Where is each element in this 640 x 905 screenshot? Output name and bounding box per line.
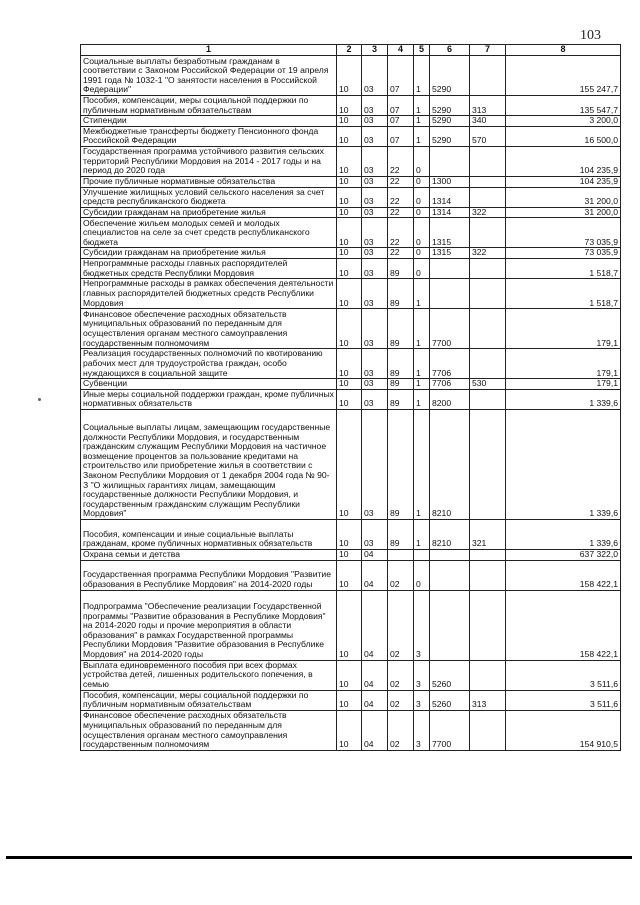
table-row — [81, 309, 621, 349]
direction-code: 5290 — [430, 116, 470, 127]
row-name: Субвенции — [81, 379, 337, 390]
header-col-5: 5 — [414, 45, 430, 56]
expense-type-code — [470, 176, 506, 187]
amount: 16 500,0 — [506, 126, 621, 146]
subsection-code: 03 — [362, 349, 388, 379]
section-code: 10 — [337, 96, 362, 116]
expense-type-code — [470, 389, 506, 409]
expense-type-code: 313 — [470, 690, 506, 710]
row-name: Государственная программа устойчивого развития сельских территорий Республики Мордовия на 2014 - 2017 годы и на период до 2020 года — [81, 146, 337, 176]
subprogram-code: 3 — [414, 710, 430, 750]
expense-type-code — [470, 349, 506, 379]
amount: 637 322,0 — [506, 549, 621, 560]
subprogram-code: 1 — [414, 56, 430, 96]
subsection-code: 03 — [362, 56, 388, 96]
program-code: 07 — [388, 116, 414, 127]
subprogram-code: 1 — [414, 389, 430, 409]
direction-code: 5260 — [430, 660, 470, 690]
expense-type-code — [470, 660, 506, 690]
subsection-code: 04 — [362, 710, 388, 750]
amount: 3 511,6 — [506, 690, 621, 710]
row-name: Реализация государственных полномочий по квотированию рабочих мест для трудоустройства граждан, особо нуждающихся в социальной защите — [81, 349, 337, 379]
row-name: Межбюджетные трансферты бюджету Пенсионного фонда Российской Федерации — [81, 126, 337, 146]
expense-type-code — [470, 279, 506, 309]
subprogram-code — [414, 549, 430, 560]
table-row — [81, 176, 621, 187]
row-name: Пособия, компенсации, меры социальной поддержки по публичным нормативным обязательствам — [81, 96, 337, 116]
program-code: 22 — [388, 176, 414, 187]
table-row — [81, 96, 621, 116]
subsection-code: 03 — [362, 389, 388, 409]
footer-rule — [6, 856, 632, 859]
subsection-code: 04 — [362, 660, 388, 690]
amount: 1 339,6 — [506, 409, 621, 519]
direction-code: 8210 — [430, 409, 470, 519]
row-name: Непрограммные расходы в рамках обеспечения деятельности главных распорядителей бюджетных средств Республики Мордовия — [81, 279, 337, 309]
program-code: 02 — [388, 710, 414, 750]
section-code: 10 — [337, 710, 362, 750]
section-code: 10 — [337, 258, 362, 278]
amount: 1 518,7 — [506, 279, 621, 309]
section-code: 10 — [337, 187, 362, 207]
amount: 154 910,5 — [506, 710, 621, 750]
expense-type-code: 322 — [470, 207, 506, 218]
row-name: Стипендии — [81, 116, 337, 127]
amount: 1 518,7 — [506, 258, 621, 278]
amount: 3 511,6 — [506, 660, 621, 690]
expense-type-code — [470, 560, 506, 590]
expense-type-code — [470, 187, 506, 207]
amount: 158 422,1 — [506, 590, 621, 660]
program-code: 89 — [388, 379, 414, 390]
row-name: Непрограммные расходы главных распорядителей бюджетных средств Республики Мордовия — [81, 258, 337, 278]
subsection-code: 03 — [362, 116, 388, 127]
direction-code: 1315 — [430, 218, 470, 248]
table-row — [81, 207, 621, 218]
scan-speck — [38, 398, 41, 401]
expense-type-code — [470, 146, 506, 176]
expense-type-code — [470, 409, 506, 519]
program-code: 89 — [388, 409, 414, 519]
table-row — [81, 549, 621, 560]
row-name: Финансовое обеспечение расходных обязательств муниципальных образований по переданным для осуществления органам местного самоуправления государственным полномочиям — [81, 710, 337, 750]
subsection-code: 03 — [362, 146, 388, 176]
section-code: 10 — [337, 176, 362, 187]
amount: 158 422,1 — [506, 560, 621, 590]
row-name: Подпрограмма "Обеспечение реализации Государственной программы "Развитие образования в Республике Мордовия" на 2014-2020 годы и прочие мероприятия в области образования" в рамках Государственной программы Республики Мордовия "Развитие образования в Республике Мордовия" на 2014-2020 годы — [81, 590, 337, 660]
direction-code: 8200 — [430, 389, 470, 409]
program-code: 02 — [388, 590, 414, 660]
section-code: 10 — [337, 379, 362, 390]
amount: 31 200,0 — [506, 207, 621, 218]
direction-code: 5290 — [430, 96, 470, 116]
row-name: Прочие публичные нормативные обязательства — [81, 176, 337, 187]
row-name: Социальные выплаты лицам, замещающим государственные должности Республики Мордовия, и государственным гражданским служащим Республики Мордовия на частичное возмещение процентов за пользование кредитами на строительство или приобретение жилья в соответствии с Законом Республики Мордовия от 1 декабря 2004 года № 90-З "О жилищных гарантиях лицам, замещающим государственные должности Республики Мордовия, и государственным гражданским служащим Республики Мордовия" — [81, 409, 337, 519]
subsection-code: 03 — [362, 248, 388, 259]
subsection-code: 03 — [362, 519, 388, 549]
direction-code: 5260 — [430, 690, 470, 710]
subsection-code: 03 — [362, 96, 388, 116]
program-code: 89 — [388, 389, 414, 409]
row-name: Социальные выплаты безработным гражданам в соответствии с Законом Российской Федерации от 19 апреля 1991 года № 1032-1 "О занятости населения в Российской Федерации" — [81, 56, 337, 96]
direction-code: 7706 — [430, 349, 470, 379]
row-name: Субсидии гражданам на приобретение жилья — [81, 248, 337, 259]
program-code — [388, 549, 414, 560]
amount: 179,1 — [506, 379, 621, 390]
subprogram-code: 1 — [414, 349, 430, 379]
expense-type-code — [470, 710, 506, 750]
subprogram-code: 0 — [414, 187, 430, 207]
subprogram-code: 0 — [414, 207, 430, 218]
table-row — [81, 660, 621, 690]
expense-type-code: 321 — [470, 519, 506, 549]
direction-code: 7700 — [430, 309, 470, 349]
subsection-code: 04 — [362, 690, 388, 710]
subsection-code: 04 — [362, 560, 388, 590]
budget-table — [80, 44, 621, 751]
program-code: 22 — [388, 146, 414, 176]
header-col-2: 2 — [337, 45, 362, 56]
program-code: 02 — [388, 690, 414, 710]
subsection-code: 03 — [362, 409, 388, 519]
section-code: 10 — [337, 218, 362, 248]
section-code: 10 — [337, 146, 362, 176]
expense-type-code: 322 — [470, 248, 506, 259]
program-code: 89 — [388, 258, 414, 278]
subprogram-code: 1 — [414, 519, 430, 549]
amount: 135 547,7 — [506, 96, 621, 116]
expense-type-code: 340 — [470, 116, 506, 127]
amount: 73 035,9 — [506, 248, 621, 259]
section-code: 10 — [337, 279, 362, 309]
section-code: 10 — [337, 519, 362, 549]
subsection-code: 04 — [362, 549, 388, 560]
section-code: 10 — [337, 560, 362, 590]
row-name: Государственная программа Республики Мордовия "Развитие образования в Республике Мордовия" на 2014-2020 годы — [81, 560, 337, 590]
expense-type-code: 570 — [470, 126, 506, 146]
section-code: 10 — [337, 207, 362, 218]
header-row — [81, 45, 621, 56]
amount: 73 035,9 — [506, 218, 621, 248]
section-code: 10 — [337, 349, 362, 379]
subprogram-code: 0 — [414, 218, 430, 248]
direction-code — [430, 279, 470, 309]
subprogram-code: 0 — [414, 146, 430, 176]
expense-type-code — [470, 549, 506, 560]
expense-type-code — [470, 309, 506, 349]
program-code: 89 — [388, 519, 414, 549]
direction-code: 1314 — [430, 207, 470, 218]
direction-code — [430, 258, 470, 278]
amount: 3 200,0 — [506, 116, 621, 127]
direction-code: 1315 — [430, 248, 470, 259]
subprogram-code: 0 — [414, 258, 430, 278]
subprogram-code: 1 — [414, 116, 430, 127]
section-code: 10 — [337, 660, 362, 690]
program-code: 07 — [388, 56, 414, 96]
amount: 1 339,6 — [506, 389, 621, 409]
subsection-code: 03 — [362, 279, 388, 309]
subsection-code: 03 — [362, 187, 388, 207]
direction-code — [430, 549, 470, 560]
subsection-code: 03 — [362, 218, 388, 248]
subprogram-code: 1 — [414, 96, 430, 116]
header-col-3: 3 — [362, 45, 388, 56]
table-row — [81, 590, 621, 660]
header-col-6: 6 — [430, 45, 470, 56]
section-code: 10 — [337, 590, 362, 660]
section-code: 10 — [337, 409, 362, 519]
program-code: 89 — [388, 279, 414, 309]
table-row — [81, 218, 621, 248]
direction-code: 5290 — [430, 56, 470, 96]
subprogram-code: 1 — [414, 409, 430, 519]
direction-code: 7706 — [430, 379, 470, 390]
page-number: 103 — [580, 28, 601, 43]
direction-code: 1300 — [430, 176, 470, 187]
subprogram-code: 3 — [414, 590, 430, 660]
direction-code: 5290 — [430, 126, 470, 146]
header-col-8: 8 — [506, 45, 621, 56]
program-code: 02 — [388, 660, 414, 690]
direction-code — [430, 590, 470, 660]
amount: 31 200,0 — [506, 187, 621, 207]
section-code: 10 — [337, 549, 362, 560]
subprogram-code: 1 — [414, 379, 430, 390]
section-code: 10 — [337, 56, 362, 96]
table-row — [81, 560, 621, 590]
expense-type-code: 530 — [470, 379, 506, 390]
section-code: 10 — [337, 309, 362, 349]
row-name: Выплата единовременного пособия при всех формах устройства детей, лишенных родительского попечения, в семью — [81, 660, 337, 690]
table-row — [81, 409, 621, 519]
table-row — [81, 126, 621, 146]
table-row — [81, 56, 621, 96]
expense-type-code — [470, 258, 506, 278]
row-name: Улучшение жилищных условий сельского населения за счет средств республиканского бюджета — [81, 187, 337, 207]
direction-code: 8210 — [430, 519, 470, 549]
expense-type-code — [470, 218, 506, 248]
subprogram-code: 1 — [414, 279, 430, 309]
table-row — [81, 379, 621, 390]
program-code: 22 — [388, 218, 414, 248]
section-code: 10 — [337, 389, 362, 409]
program-code: 22 — [388, 207, 414, 218]
table-row — [81, 187, 621, 207]
amount: 179,1 — [506, 349, 621, 379]
table-row — [81, 116, 621, 127]
table-row — [81, 146, 621, 176]
amount: 104 235,9 — [506, 176, 621, 187]
expense-type-code: 313 — [470, 96, 506, 116]
table-row — [81, 710, 621, 750]
amount: 179,1 — [506, 309, 621, 349]
subsection-code: 04 — [362, 590, 388, 660]
table-body — [81, 56, 621, 751]
table-row — [81, 690, 621, 710]
subsection-code: 03 — [362, 126, 388, 146]
program-code: 07 — [388, 126, 414, 146]
section-code: 10 — [337, 690, 362, 710]
section-code: 10 — [337, 116, 362, 127]
table-row — [81, 248, 621, 259]
section-code: 10 — [337, 126, 362, 146]
header-col-7: 7 — [470, 45, 506, 56]
subprogram-code: 1 — [414, 126, 430, 146]
direction-code — [430, 560, 470, 590]
expense-type-code — [470, 56, 506, 96]
table-row — [81, 279, 621, 309]
subsection-code: 03 — [362, 379, 388, 390]
row-name: Субсидии гражданам на приобретение жилья — [81, 207, 337, 218]
program-code: 02 — [388, 560, 414, 590]
amount: 104 235,9 — [506, 146, 621, 176]
row-name: Пособия, компенсации, меры социальной поддержки по публичным нормативным обязательствам — [81, 690, 337, 710]
subsection-code: 03 — [362, 258, 388, 278]
direction-code — [430, 146, 470, 176]
subprogram-code: 1 — [414, 309, 430, 349]
header-col-1: 1 — [81, 45, 337, 56]
row-name: Пособия, компенсации и иные социальные выплаты гражданам, кроме публичных нормативных обязательств — [81, 519, 337, 549]
program-code: 07 — [388, 96, 414, 116]
table-row — [81, 258, 621, 278]
subsection-code: 03 — [362, 176, 388, 187]
subprogram-code: 0 — [414, 560, 430, 590]
subprogram-code: 3 — [414, 660, 430, 690]
table-row — [81, 349, 621, 379]
subsection-code: 03 — [362, 309, 388, 349]
row-name: Обеспечение жильем молодых семей и молодых специалистов на селе за счет средств республиканского бюджета — [81, 218, 337, 248]
amount: 1 339,6 — [506, 519, 621, 549]
header-col-4: 4 — [388, 45, 414, 56]
subprogram-code: 0 — [414, 176, 430, 187]
program-code: 89 — [388, 349, 414, 379]
table-row — [81, 519, 621, 549]
table-header — [81, 45, 621, 56]
subprogram-code: 3 — [414, 690, 430, 710]
amount: 155 247,7 — [506, 56, 621, 96]
direction-code: 7700 — [430, 710, 470, 750]
table-row — [81, 389, 621, 409]
expense-type-code — [470, 590, 506, 660]
row-name: Финансовое обеспечение расходных обязательств муниципальных образований по переданным для осуществления органам местного самоуправления государственным полномочиям — [81, 309, 337, 349]
subprogram-code: 0 — [414, 248, 430, 259]
program-code: 22 — [388, 248, 414, 259]
direction-code: 1314 — [430, 187, 470, 207]
section-code: 10 — [337, 248, 362, 259]
row-name: Иные меры социальной поддержки граждан, кроме публичных нормативных обязательств — [81, 389, 337, 409]
program-code: 22 — [388, 187, 414, 207]
subsection-code: 03 — [362, 207, 388, 218]
row-name: Охрана семьи и детства — [81, 549, 337, 560]
program-code: 89 — [388, 309, 414, 349]
